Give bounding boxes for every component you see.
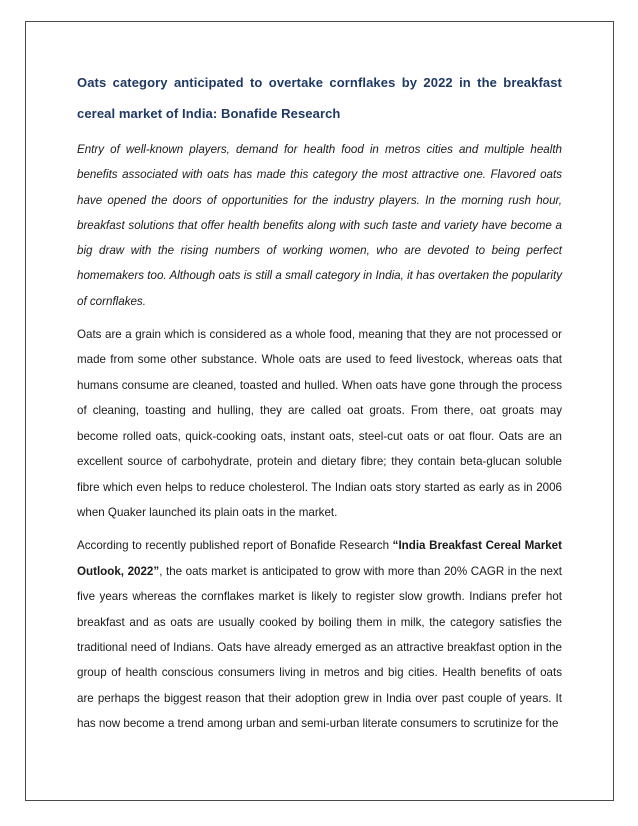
article-body	[77, 68, 562, 737]
body-paragraph-report	[77, 533, 562, 736]
report-title: “India Breakfast Cereal Market Outlook, 2022”	[77, 539, 562, 578]
article-title: Oats category anticipated to overtake cornflakes by 2022 in the breakfast cereal market of India: Bonafide Research	[77, 75, 562, 121]
report-details-text: , the oats market is anticipated to grow with more than 20% CAGR in the next five years whereas the cornflakes market is likely to register slow growth. Indians prefer hot breakfast and as oats are usually cooked by boiling them in milk, the category satisfies the traditional need of Indians. Oats have already emerged as an attractive breakfast option in the group of health conscious consumers living in metros and big cities. Health benefits of oats are perhaps the biggest reason that their adoption grew in India over past couple of years. It has now become a trend among urban and semi-urban literate consumers to scrutinize for the	[77, 564, 563, 731]
intro-paragraph: Entry of well-known players, demand for health food in metros cities and multiple health benefits associated with oats has made this category the most attractive one. Flavored oats have opened the doors of opportunities for the industry players. In the morning rush hour, breakfast solutions that offer health benefits along with such taste and variety have become a big draw with the rising numbers of working women, who are devoted to being perfect homemakers too. Although oats is still a small category in India, it has overtaken the popularity of cornflakes.	[77, 143, 562, 308]
body-paragraph-oats: Oats are a grain which is considered as a whole food, meaning that they are not processed or made from some other substance. Whole oats are used to feed livestock, whereas oats that humans consume are cleaned, toasted and hulled. When oats have gone through the process of cleaning, toasting and hulling, they are called oat groats. From there, oat groats may become rolled oats, quick-cooking oats, instant oats, steel-cut oats or oat flour. Oats are an excellent source of carbohydrate, protein and dietary fibre; they contain beta-glucan soluble fibre which even helps to reduce cholesterol. The Indian oats story started as early as in 2006 when Quaker launched its plain oats in the market.	[77, 328, 562, 519]
report-intro-text: According to recently published report of Bonafide Research	[77, 539, 393, 553]
